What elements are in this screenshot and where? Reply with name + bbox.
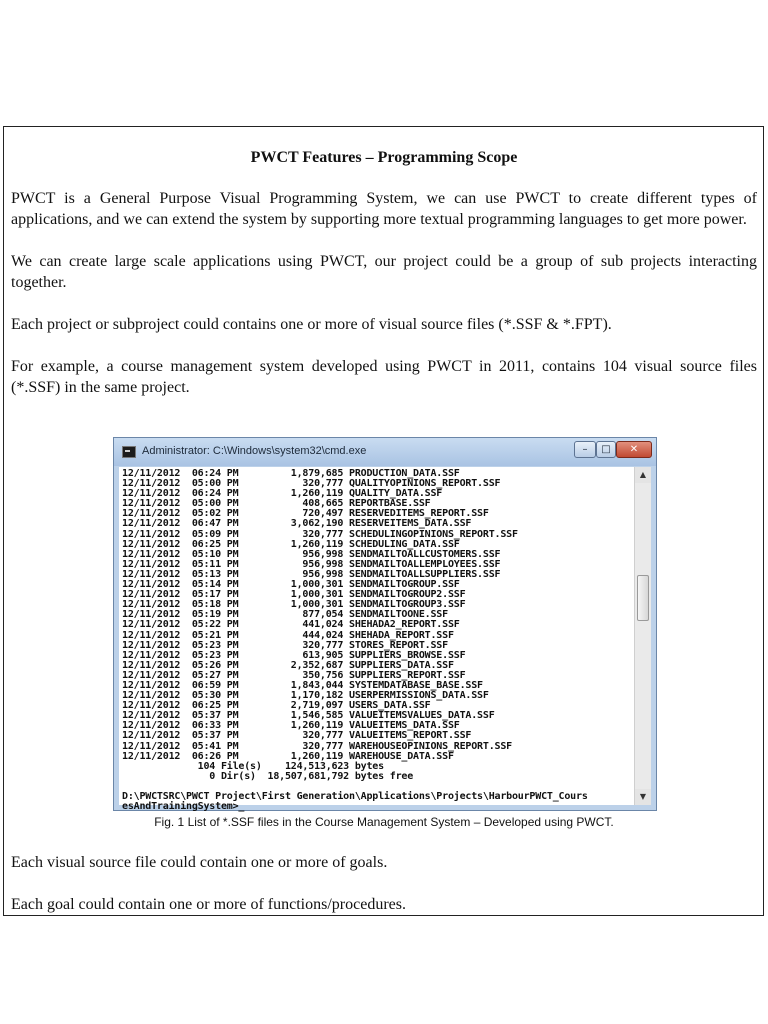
directory-listing: 12/11/2012 06:24 PM 1,879,685 PRODUCTION_DATA.SSF 12/11/2012 05:00 PM 320,777 QUALITYOPINIONS_REPORT.SSF 12/11/2012 06:24 PM 1,260,119 QUALITY_DATA.SSF 12/11/2012 05:00 PM 408,665 REPORTBASE.SSF 12/11/2012 05:02 PM 720,497 RESERVEDITEMS_REPORT.SSF 12/11/2012 06:47 PM 3,062,190 RESERVEITEMS_DATA.SSF 12/11/2012 05:09 PM 320,777 SCHEDULINGOPINIONS_REPORT.SSF 12/11/2012 06:25 PM 1,260,119 SCHEDULING_DATA.SSF 12/11/2012 05:10 PM 956,998 SENDMAILTOALLCUSTOMERS.SSF 12/11/2012 05:11 PM 956,998 SENDMAILTOALLEMPLOYEES.SSF 12/11/2012 05:13 PM 956,998 SENDMAILTOALLSUPPLIERS.SSF 12/11/2012 05:14 PM 1,000,301 SENDMAILTOGROUP.SSF 12/11/2012 05:17 PM 1,000,301 SENDMAILTOGROUP2.SSF 12/11/2012 05:18 PM 1,000,301 SENDMAILTOGROUP3.SSF 12/11/2012 05:19 PM 877,054 SENDMAILTOONE.SSF 12/11/2012 05:22 PM 441,024 SHEHADA2_REPORT.SSF 12/11/2012 05:21 PM 444,024 SHEHADA_REPORT.SSF 12/11/2012 05:23 PM 320,777 STORES_REPORT.SSF 12/11/2012 05:23 PM 613,905 SUPPLIERS_BROWSE.SSF 12/11/2012 05:26 PM 2,352,687 SUPPLIERS_DATA.SSF 12/11/2012 05:27 PM 350,756 SUPPLIERS_REPORT.SSF 12/11/2012 06:59 PM 1,843,044 SYSTEMDATABASE_BASE.SSF 12/11/2012 05:30 PM 1,170,182 USERPERMISSIONS_DATA.SSF 12/11/2012 06:25 PM 2,719,097 USERS_DATA.SSF 12/11/2012 05:37 PM 1,546,585 VALUEITEMSVALUES_DATA.SSF 12/11/2012 06:33 PM 1,260,119 VALUEITEMS_DATA.SSF 12/11/2012 05:37 PM 320,777 VALUEITEMS_REPORT.SSF 12/11/2012 05:41 PM 320,777 WAREHOUSEOPINIONS_REPORT.SSF 12/11/2012 06:26 PM 1,260,119 WAREHOUSE_DATA.SSF 104 File(s) 124,513,623 bytes 0 Dir(s) 18,507,681,792 bytes free D:\PWCTSRC\PWCT Project\First Generation\Applications\Projects\HarbourPWCT_Cours esAndTrainingSystem>_ xyxy=(122,468,588,813)
close-icon: ✕ xyxy=(616,441,652,458)
scroll-up-icon: ▲ xyxy=(635,467,651,483)
scroll-down-icon: ▼ xyxy=(635,789,651,805)
paragraph-source-files: Each project or subproject could contains one or more of visual source files (*.SSF & *.FPT). xyxy=(11,316,612,333)
minimize-icon: – xyxy=(574,441,596,458)
paragraph-goals: Each visual source file could contain one or more of goals. xyxy=(11,854,388,871)
document-body-continued xyxy=(11,852,757,936)
cmd-window-screenshot xyxy=(113,437,657,811)
paragraph-example: For example, a course management system developed using PWCT in 2011, contains 104 visual source files (*.SSF) in the same project. xyxy=(11,358,757,396)
cmd-window-title: Administrator: C:\Windows\system32\cmd.exe xyxy=(142,445,367,457)
maximize-icon: □ xyxy=(596,441,616,458)
paragraph-large-scale: We can create large scale applications using PWCT, our project could be a group of sub projects interacting together. xyxy=(11,253,757,291)
cmd-scrollbar xyxy=(634,467,651,805)
figure-caption: Fig. 1 List of *.SSF files in the Course Management System – Developed using PWCT. xyxy=(154,815,614,829)
cmd-icon xyxy=(122,446,136,458)
cmd-titlebar xyxy=(114,438,656,466)
document-title: PWCT Features – Programming Scope xyxy=(250,149,518,166)
paragraph-functions: Each goal could contain one or more of functions/procedures. xyxy=(11,896,406,913)
cmd-output-area xyxy=(119,467,634,813)
scroll-thumb xyxy=(637,575,649,621)
paragraph-intro: PWCT is a General Purpose Visual Programming System, we can use PWCT to create different types of applications, and we can extend the system by supporting more textual programming languages to get more power. xyxy=(11,190,757,228)
document-body xyxy=(11,147,757,398)
